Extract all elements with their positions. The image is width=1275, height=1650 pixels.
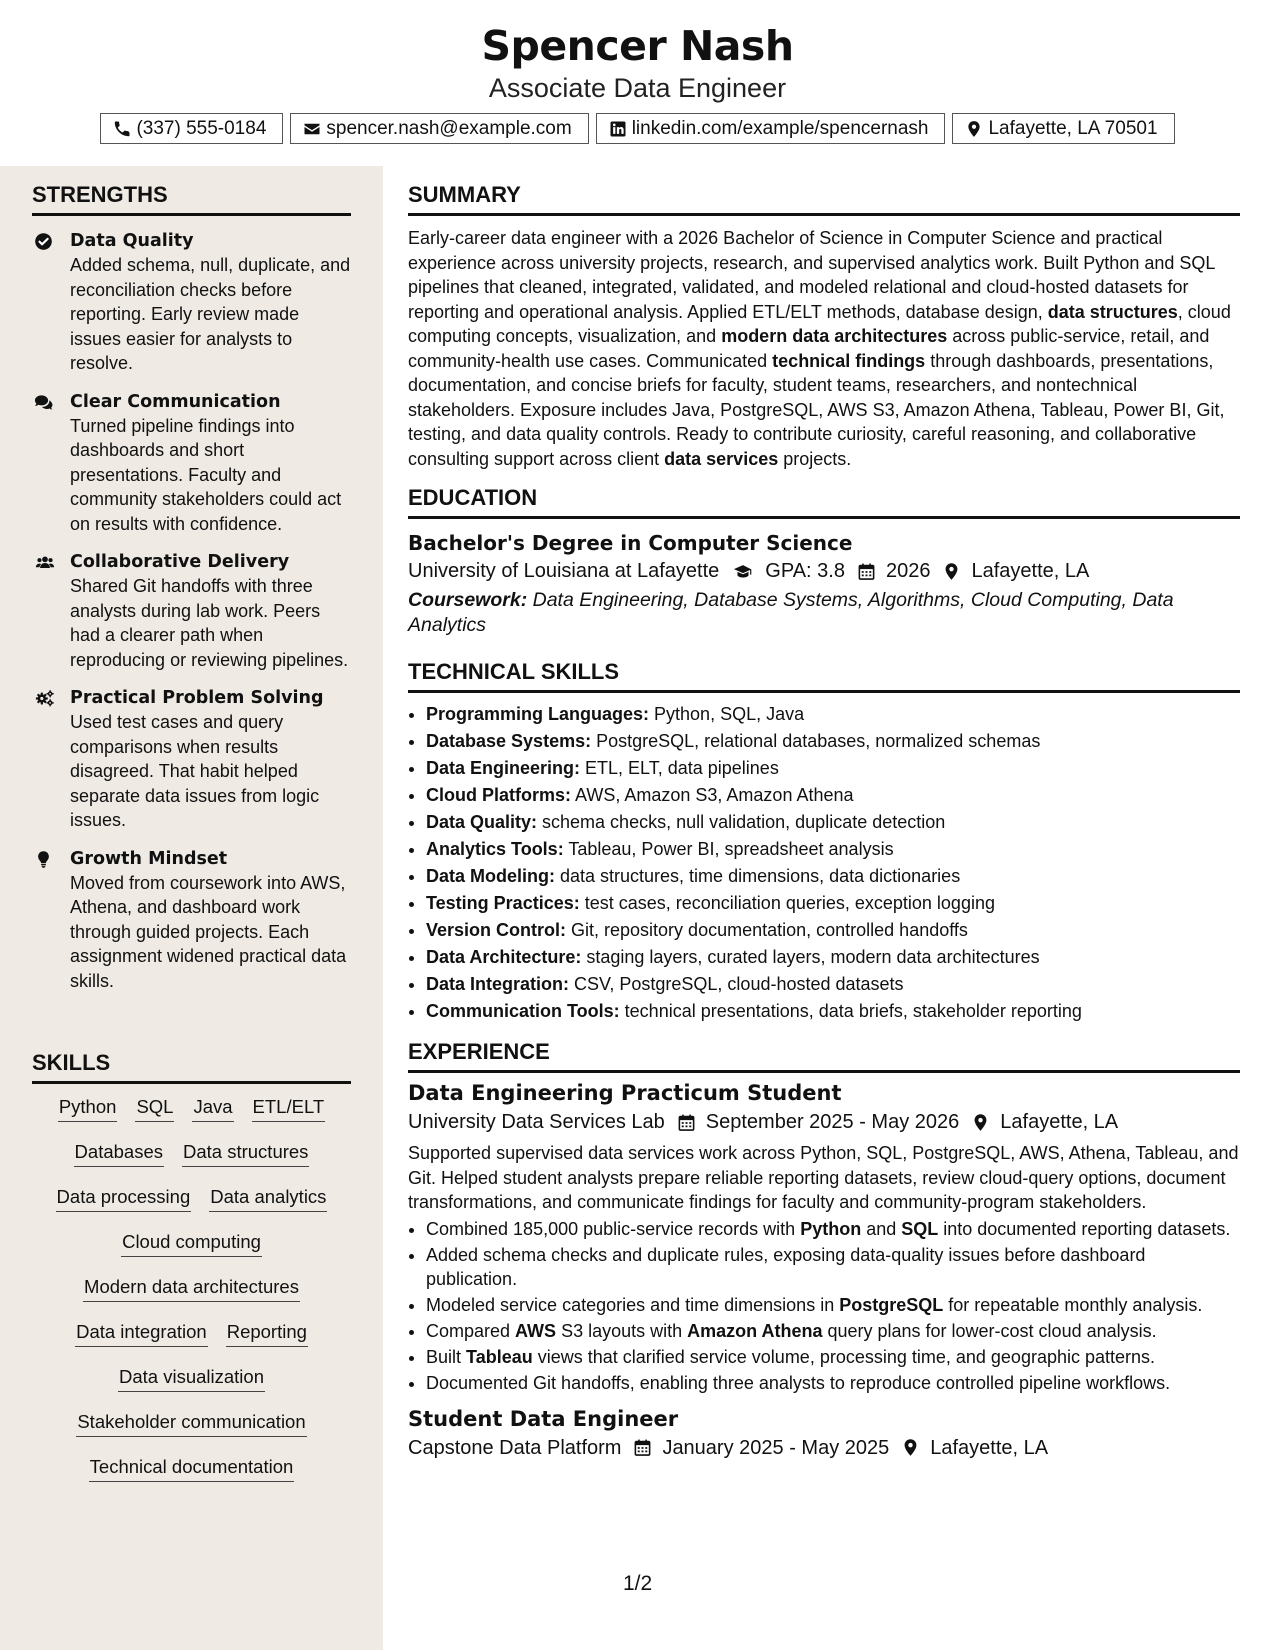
list-item: • Documented Git handoffs, enabling three analysts to reproduce controlled pipeline workflows. [426,1371,1240,1396]
experience-heading: EXPERIENCE [408,1039,1240,1073]
job-entry [408,1405,1240,1463]
skill-tag: Cloud computing [121,1231,262,1257]
skill-tag: Reporting [226,1321,308,1347]
school-location: Lafayette, LA [971,560,1090,582]
strength-title: Growth Mindset [70,848,228,869]
technical-skills-heading: TECHNICAL SKILLS [408,659,1240,693]
map-pin-icon [901,1438,920,1457]
experience-section [408,1039,1240,1463]
skills-list [32,1096,351,1501]
list-item: • Data Quality: schema checks, null validation, duplicate detection [426,809,1240,836]
job-meta [408,1107,1240,1137]
job-bullets [408,1217,1240,1396]
strength-desc: Used test cases and query comparisons when results disagreed. That habit helped separate data issues from logic issues. [70,712,320,830]
contact-linkedin-text: linkedin.com/example/spencernash [631,117,929,139]
skills-heading: SKILLS [32,1050,351,1084]
list-item: • Version Control: Git, repository documentation, controlled handoffs [426,917,1240,944]
strengths-section [32,182,351,1007]
education-meta [408,556,1240,586]
skill-tag: Data analytics [209,1186,327,1212]
job-entry [408,1079,1240,1396]
sidebar [0,166,383,1650]
skill-tag: Data visualization [118,1366,265,1392]
cogs-icon [34,689,56,708]
job-org: University Data Services Lab [408,1111,665,1133]
linkedin-icon [609,120,627,138]
strength-desc: Moved from coursework into AWS, Athena, and dashboard work through guided projects. Each assignment widened practical data skills. [70,872,347,991]
list-item: • Programming Languages: Python, SQL, Java [426,701,1240,728]
main-column [408,166,1240,1463]
list-item: • Testing Practices: test cases, reconciliation queries, exception logging [426,890,1240,917]
job-location: Lafayette, LA [930,1436,1049,1459]
job-location: Lafayette, LA [1000,1111,1119,1133]
skill-tag: ETL/ELT [252,1096,326,1122]
coursework: Coursework: Data Engineering, Database Systems, Algorithms, Cloud Computing, Data Analytics [408,589,1174,636]
job-title: Student Data Engineer [408,1406,679,1431]
candidate-name: Spencer Nash [481,22,794,70]
phone-icon [113,120,131,138]
strength-item [32,686,351,833]
gpa: GPA: 3.8 [765,560,845,582]
list-item: • Database Systems: PostgreSQL, relational databases, normalized schemas [426,728,1240,755]
skill-tag: Databases [74,1141,164,1167]
contact-phone[interactable] [100,113,283,144]
list-item: • Combined 185,000 public-service records with Python and SQL into documented reporting datasets. [426,1217,1240,1242]
skill-tag: Data structures [182,1141,309,1167]
list-item: • Compared AWS S3 layouts with Amazon Athena query plans for lower-cost cloud analysis. [426,1319,1240,1344]
skill-tag: Technical documentation [89,1456,295,1482]
graduation-year: 2026 [885,560,931,582]
strength-title: Collaborative Delivery [70,552,290,572]
strength-title: Practical Problem Solving [70,688,324,708]
job-meta [408,1433,1240,1463]
page-number: 1/2 [623,1572,653,1595]
contact-email[interactable] [290,113,588,144]
map-pin-icon [971,1113,990,1132]
resume-header [0,0,1275,166]
school-name: University of Louisiana at Lafayette [408,560,720,582]
contact-location [952,113,1174,144]
strength-item [32,847,351,994]
list-item: • Data Modeling: data structures, time dimensions, data dictionaries [426,863,1240,890]
candidate-title: Associate Data Engineer [488,73,787,103]
calendar-icon [633,1438,652,1457]
list-item: • Added schema checks and duplicate rules, exposing data-quality issues before dashboard publication. [426,1243,1240,1292]
skill-tag: Java [192,1096,233,1122]
job-title: Data Engineering Practicum Student [408,1081,842,1105]
strength-item [32,550,351,672]
strength-desc: Added schema, null, duplicate, and reconciliation checks before reporting. Early review made issues easier for analysts to resolve. [70,255,351,373]
contact-email-text: spencer.nash@example.com [326,117,572,139]
strength-title: Data Quality [70,231,194,251]
strength-item [32,229,351,376]
strength-desc: Shared Git handoffs with three analysts during lab work. Peers had a clearer path when reproducing or reviewing pipelines. [70,576,349,670]
summary-text: Early-career data engineer with a 2026 Bachelor of Science in Computer Science and practical experience across university projects, research, and supervised analytics work. Built Python and SQL pipelines that cleaned, integrated, validated, and modeled relational and cloud-hosted datasets for reporting and operational analysis. Applied ETL/ELT methods, database design, data structures, cloud computing concepts, visualization, and modern data architectures across public-service, retail, and community-health use cases. Communicated technical findings through dashboards, presentations, documentation, and concise briefs for faculty, student teams, researchers, and nontechnical stakeholders. Exposure includes Java, PostgreSQL, AWS S3, Amazon Athena, Tableau, Power BI, Git, testing, and data quality controls. Ready to contribute curiosity, careful reasoning, and collaborative consulting support across client data services projects. [408,228,1231,469]
education-heading: EDUCATION [408,485,1240,519]
list-item: • Modeled service categories and time dimensions in PostgreSQL for repeatable monthly analysis. [426,1293,1240,1318]
strengths-list [32,229,351,993]
list-item: • Built Tableau views that clarified service volume, processing time, and geographic patterns. [426,1345,1240,1370]
strengths-heading: STRENGTHS [32,182,351,216]
envelope-icon [303,120,321,138]
map-pin-icon [965,120,983,138]
summary-heading: SUMMARY [408,182,1240,216]
job-org: Capstone Data Platform [408,1436,622,1459]
skills-section [32,1050,351,1501]
skill-tag: Python [58,1096,118,1122]
comments-icon [34,393,53,412]
summary-section [408,182,1240,471]
check-circle-icon [34,232,53,251]
contact-phone-text: (337) 555-0184 [136,117,267,139]
job-dates: January 2025 - May 2025 [662,1436,890,1459]
degree-name: Bachelor's Degree in Computer Science [408,531,853,555]
job-description: Supported supervised data services work across Python, SQL, PostgreSQL, AWS, Athena, Tableau, and Git. Helped student analysts prepare reliable reporting datasets, review cloud-query options, document transformations, and communicate findings for faculty and community-program stakeholders. [408,1143,1239,1212]
list-item: • Communication Tools: technical presentations, data briefs, stakeholder reporting [426,998,1240,1025]
strength-title: Clear Communication [70,391,281,412]
contact-location-text: Lafayette, LA 70501 [988,117,1158,139]
technical-skills-section [408,659,1240,1025]
skill-tag: Data processing [56,1186,192,1212]
list-item: • Analytics Tools: Tableau, Power BI, spreadsheet analysis [426,836,1240,863]
list-item: • Data Engineering: ETL, ELT, data pipelines [426,755,1240,782]
strength-desc: Turned pipeline findings into dashboards and short presentations. Faculty and community stakeholders could act on results with confidence. [70,415,342,534]
contact-linkedin[interactable] [596,113,946,144]
skill-tag: Modern data architectures [83,1276,300,1302]
list-item: • Data Integration: CSV, PostgreSQL, cloud-hosted datasets [426,971,1240,998]
skill-tag: Stakeholder communication [76,1411,306,1437]
strength-item [32,390,351,537]
graduation-cap-icon [731,562,755,581]
skill-tag: SQL [135,1096,174,1122]
education-section [408,485,1240,637]
technical-skills-list [408,701,1240,1025]
map-pin-icon [942,562,961,581]
job-dates: September 2025 - May 2026 [705,1111,960,1133]
calendar-icon [677,1113,696,1132]
list-item: • Data Architecture: staging layers, curated layers, modern data architectures [426,944,1240,971]
calendar-icon [857,562,876,581]
lightbulb-icon [34,850,53,869]
list-item: • Cloud Platforms: AWS, Amazon S3, Amazon Athena [426,782,1240,809]
skill-tag: Data integration [75,1321,208,1347]
users-icon [34,553,56,572]
contact-bar [0,113,1275,144]
